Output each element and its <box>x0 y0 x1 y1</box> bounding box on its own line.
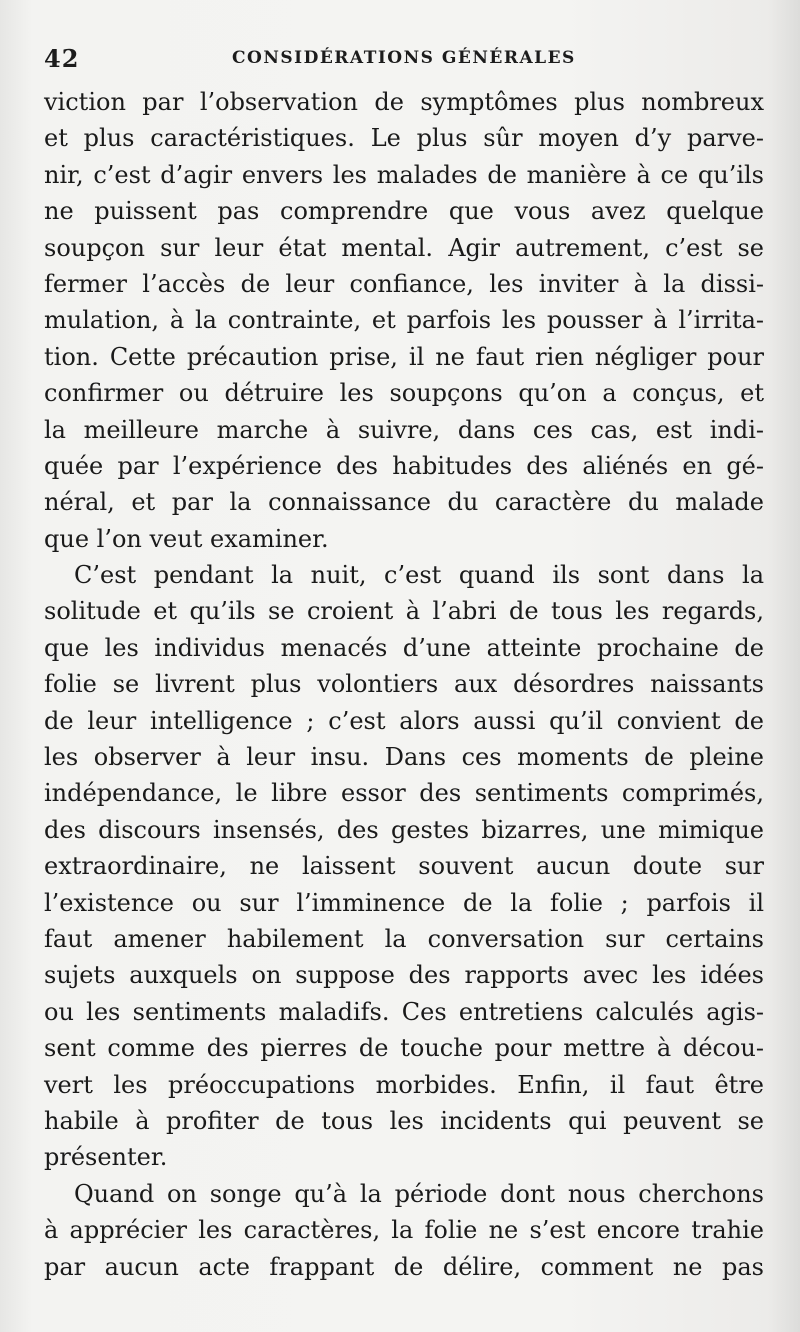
text-line: par aucun acte frappant de délire, comment ne pas <box>44 1252 764 1281</box>
text-line: indépendance, le libre essor des sentiments comprimés, <box>44 779 764 808</box>
text-line: extraordinaire, ne laissent souvent aucun doute sur <box>44 852 764 881</box>
text-line: que les individus menacés d’une atteinte prochaine de <box>44 633 764 662</box>
text-line: la meilleure marche à suivre, dans ces cas, est indi- <box>44 415 764 444</box>
text-line: néral, et par la connaissance du caractère du malade <box>44 488 764 517</box>
text-line: soupçon sur leur état mental. Agir autrement, c’est se <box>44 233 764 262</box>
page-number: 42 <box>44 44 80 73</box>
text-line: confirmer ou détruire les soupçons qu’on a conçus, et <box>44 379 764 408</box>
text-line: folie se livrent plus volontiers aux désordres naissants <box>44 670 764 699</box>
text-line: vert les préoccupations morbides. Enfin, il faut être <box>44 1070 764 1099</box>
text-line: sujets auxquels on suppose des rapports avec les idées <box>44 961 764 990</box>
text-line: à apprécier les caractères, la folie ne s’est encore trahie <box>44 1216 764 1245</box>
text-line: des discours insensés, des gestes bizarres, une mimique <box>44 815 764 844</box>
text-line: Quand on songe qu’à la période dont nous cherchons <box>74 1179 764 1208</box>
body-text <box>44 84 764 1285</box>
text-line: nir, c’est d’agir envers les malades de manière à ce qu’ils <box>44 160 764 189</box>
text-line: fermer l’accès de leur confiance, les inviter à la dissi- <box>44 269 764 298</box>
page-header <box>44 40 764 74</box>
text-line: solitude et qu’ils se croient à l’abri de tous les regards, <box>44 597 764 626</box>
text-line: de leur intelligence ; c’est alors aussi qu’il convient de <box>44 706 764 735</box>
text-line: présenter. <box>44 1143 168 1172</box>
text-line: viction par l’observation de symptômes plus nombreux <box>44 88 764 116</box>
text-line: ne puissent pas comprendre que vous avez quelque <box>44 197 764 226</box>
running-title: CONSIDÉRATIONS GÉNÉRALES <box>232 48 576 68</box>
paragraph-3 <box>44 1176 764 1285</box>
text-line: mulation, à la contrainte, et parfois les pousser à l’irrita- <box>44 306 764 335</box>
text-line: et plus caractéristiques. Le plus sûr moyen d’y parve- <box>44 124 764 153</box>
text-line: ou les sentiments maladifs. Ces entretiens calculés agis- <box>44 997 764 1026</box>
text-line: habile à profiter de tous les incidents qui peuvent se <box>44 1106 764 1135</box>
text-line: faut amener habilement la conversation sur certains <box>44 924 764 953</box>
text-line: quée par l’expérience des habitudes des aliénés en gé- <box>44 451 764 480</box>
text-line: que l’on veut examiner. <box>44 524 329 553</box>
text-line: sent comme des pierres de touche pour mettre à décou- <box>44 1034 764 1063</box>
paragraph-2 <box>44 557 764 1176</box>
text-line: les observer à leur insu. Dans ces moments de pleine <box>44 743 764 772</box>
text-line: C’est pendant la nuit, c’est quand ils sont dans la <box>74 561 764 590</box>
text-line: tion. Cette précaution prise, il ne faut rien négliger pour <box>44 342 764 371</box>
paragraph-1 <box>44 84 764 557</box>
text-line: l’existence ou sur l’imminence de la folie ; parfois il <box>44 888 764 917</box>
